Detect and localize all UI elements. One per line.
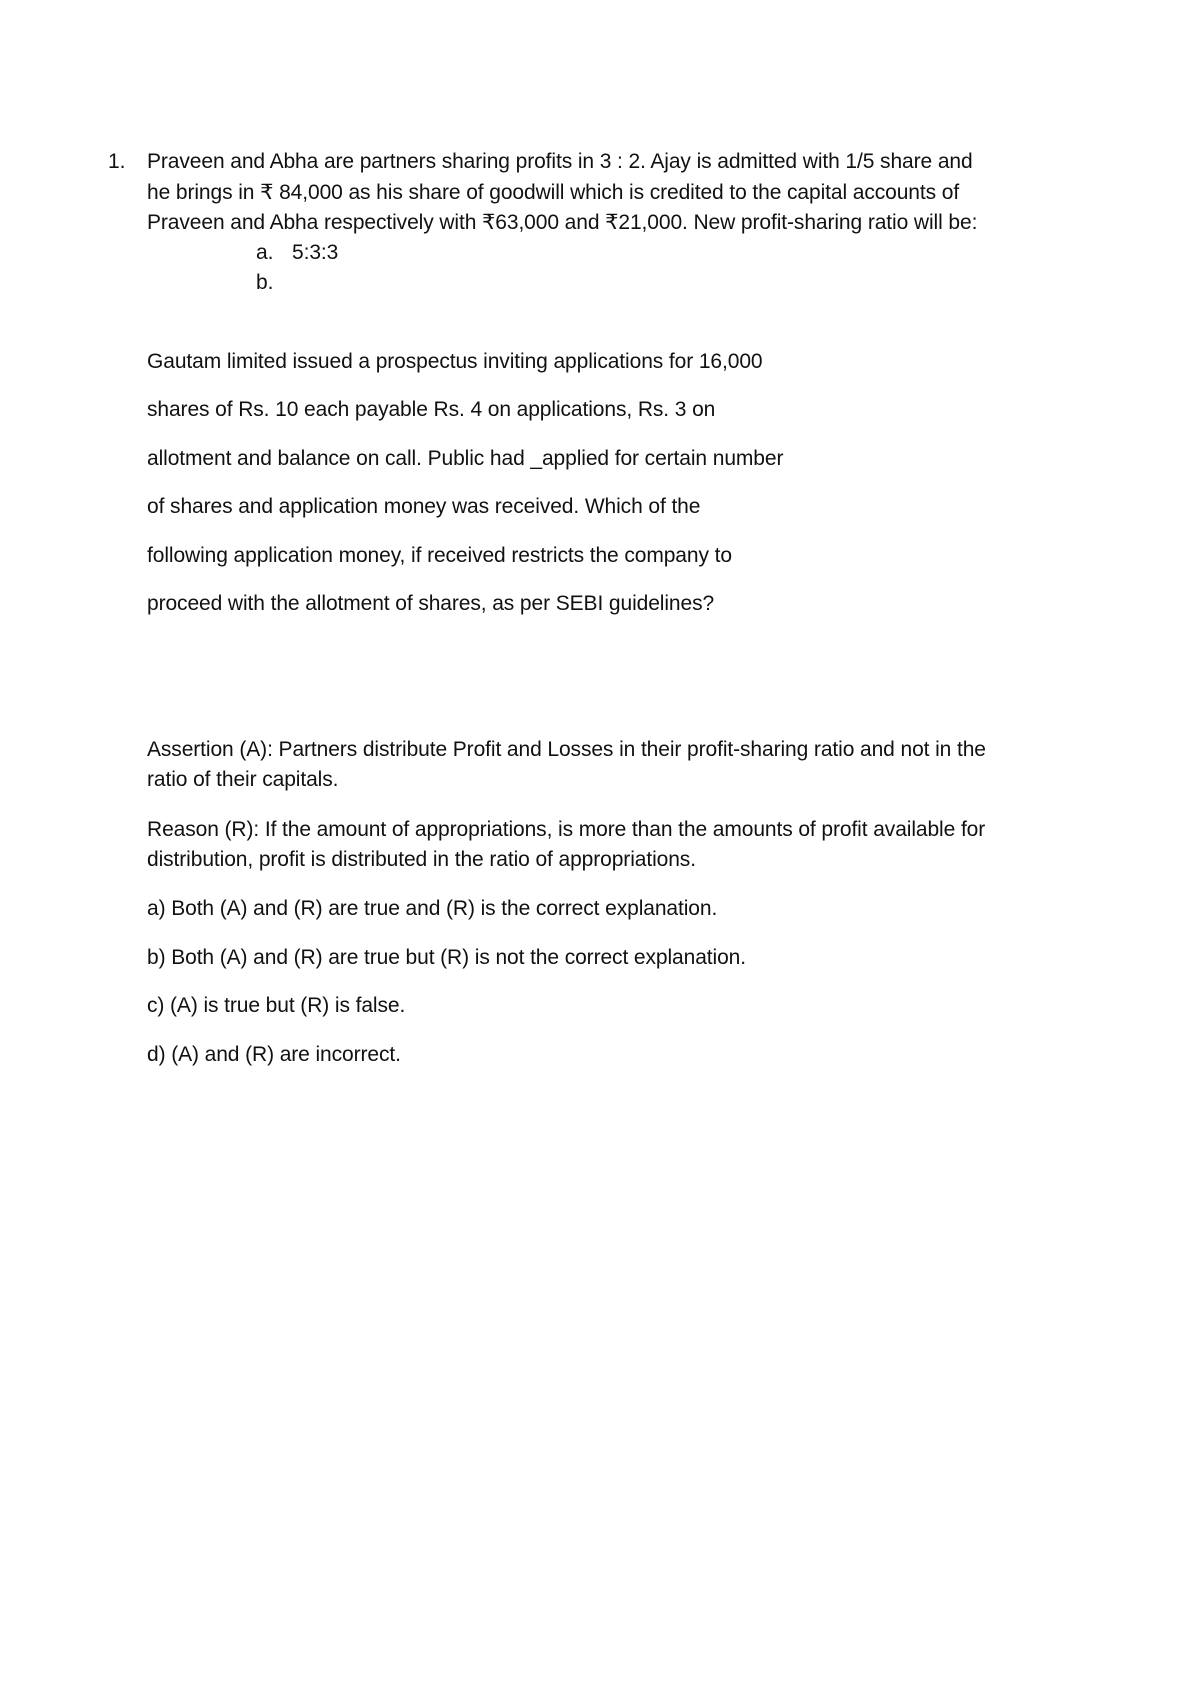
assertion-line: Assertion (A): Partners distribute Profit and Losses in their profit-sharing ratio and not in the — [147, 738, 986, 761]
option-marker: a. — [256, 241, 274, 264]
answer-option-b: b) Both (A) and (R) are true but (R) is not the correct explanation. — [147, 946, 746, 969]
question-text-line: Praveen and Abha are partners sharing profits in 3 : 2. Ajay is admitted with 1/5 share and — [147, 150, 973, 173]
answer-option-d: d) (A) and (R) are incorrect. — [147, 1043, 401, 1066]
question-text-line: he brings in ₹ 84,000 as his share of goodwill which is credited to the capital accounts of — [147, 181, 960, 204]
answer-option-c: c) (A) is true but (R) is false. — [147, 994, 406, 1017]
question-text-line: Praveen and Abha respectively with ₹63,000 and ₹21,000. New profit-sharing ratio will be: — [147, 211, 978, 234]
reason-line: Reason (R): If the amount of appropriations, is more than the amounts of profit available for — [147, 818, 986, 841]
question-text-line: of shares and application money was received. Which of the — [147, 495, 701, 518]
question-text-line: Gautam limited issued a prospectus inviting applications for 16,000 — [147, 350, 763, 373]
question-text-line: proceed with the allotment of shares, as per SEBI guidelines? — [147, 592, 715, 615]
option-text: 5:3:3 — [292, 241, 339, 264]
question-text-line: shares of Rs. 10 each payable Rs. 4 on applications, Rs. 3 on — [147, 398, 716, 421]
question-text-line: following application money, if received restricts the company to — [147, 544, 732, 567]
option-marker: b. — [256, 271, 274, 294]
answer-option-a: a) Both (A) and (R) are true and (R) is the correct explanation. — [147, 897, 718, 920]
question-text-line: allotment and balance on call. Public had _applied for certain number — [147, 447, 784, 470]
question-number: 1. — [108, 150, 126, 173]
assertion-line: ratio of their capitals. — [147, 768, 339, 791]
reason-line: distribution, profit is distributed in the ratio of appropriations. — [147, 848, 696, 871]
